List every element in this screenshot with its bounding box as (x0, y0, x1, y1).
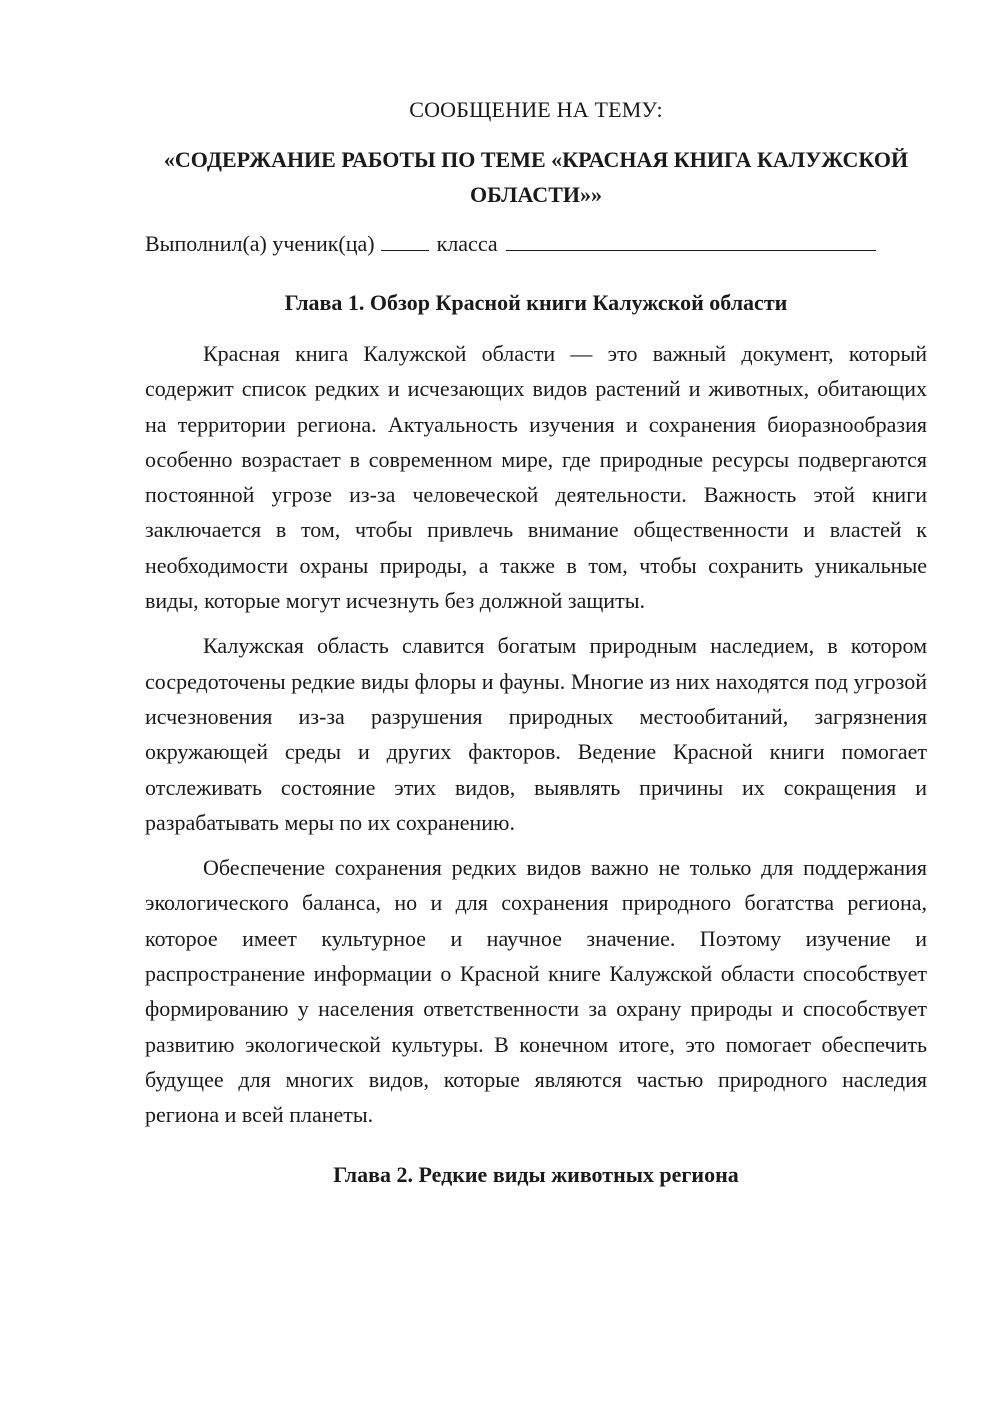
class-word: класса (436, 231, 498, 256)
chapter-1-paragraph-1: Красная книга Калужской области — это важный документ, который содержит список редких и исчезающих видов растений и животных, обитающих на территории региона. Актуальность изучения и сохранения биоразнообразия особенно возрастает в современном мире, где природные ресурсы подвергаются постоянной угрозе из-за человеческой деятельности. Важность этой книги заключается в том, чтобы привлечь внимание общественности и властей к необходимости охраны природы, а также в том, чтобы сохранить уникальные виды, которые могут исчезнуть без должной защиты. (145, 341, 927, 614)
chapter-1-paragraph-2: Калужская область славится богатым природным наследием, в котором сосредоточены редкие виды флоры и фауны. Многие из них находятся под угрозой исчезновения из-за разрушения природных местообитаний, загрязнения окружающей среды и других факторов. Ведение Красной книги помогает отслеживать состояние этих видов, выявлять причины их сокращения и разрабатывать меры по их сохранению. (145, 633, 927, 835)
author-prefix: Выполнил(а) ученик(ца) (145, 231, 375, 256)
chapter-2-heading: Глава 2. Редкие виды животных региона (333, 1161, 739, 1187)
chapter-1-paragraph-3: Обеспечение сохранения редких видов важно не только для поддержания экологического баланса, но и для сохранения природного богатства региона, которое имеет культурное и научное значение. Поэтому изучение и распространение информации о Красной книге Калужской области способствует формированию у населения ответственности за охрану природы и способствует развитию экологической культуры. В конечном итоге, это помогает обеспечить будущее для многих видов, которые являются частью природного наследия региона и всей планеты. (145, 855, 927, 1128)
author-line (145, 226, 927, 261)
subject-line: СООБЩЕНИЕ НА ТЕМУ: (409, 97, 663, 122)
chapter-1-heading: Глава 1. Обзор Красной книги Калужской области (284, 290, 788, 315)
document-title: «СОДЕРЖАНИЕ РАБОТЫ ПО ТЕМЕ «КРАСНАЯ КНИГА КАЛУЖСКОЙ ОБЛАСТИ»» (163, 147, 909, 207)
grade-blank-field[interactable] (381, 228, 429, 251)
document-page (145, 92, 927, 1192)
name-blank-field[interactable] (506, 228, 876, 251)
